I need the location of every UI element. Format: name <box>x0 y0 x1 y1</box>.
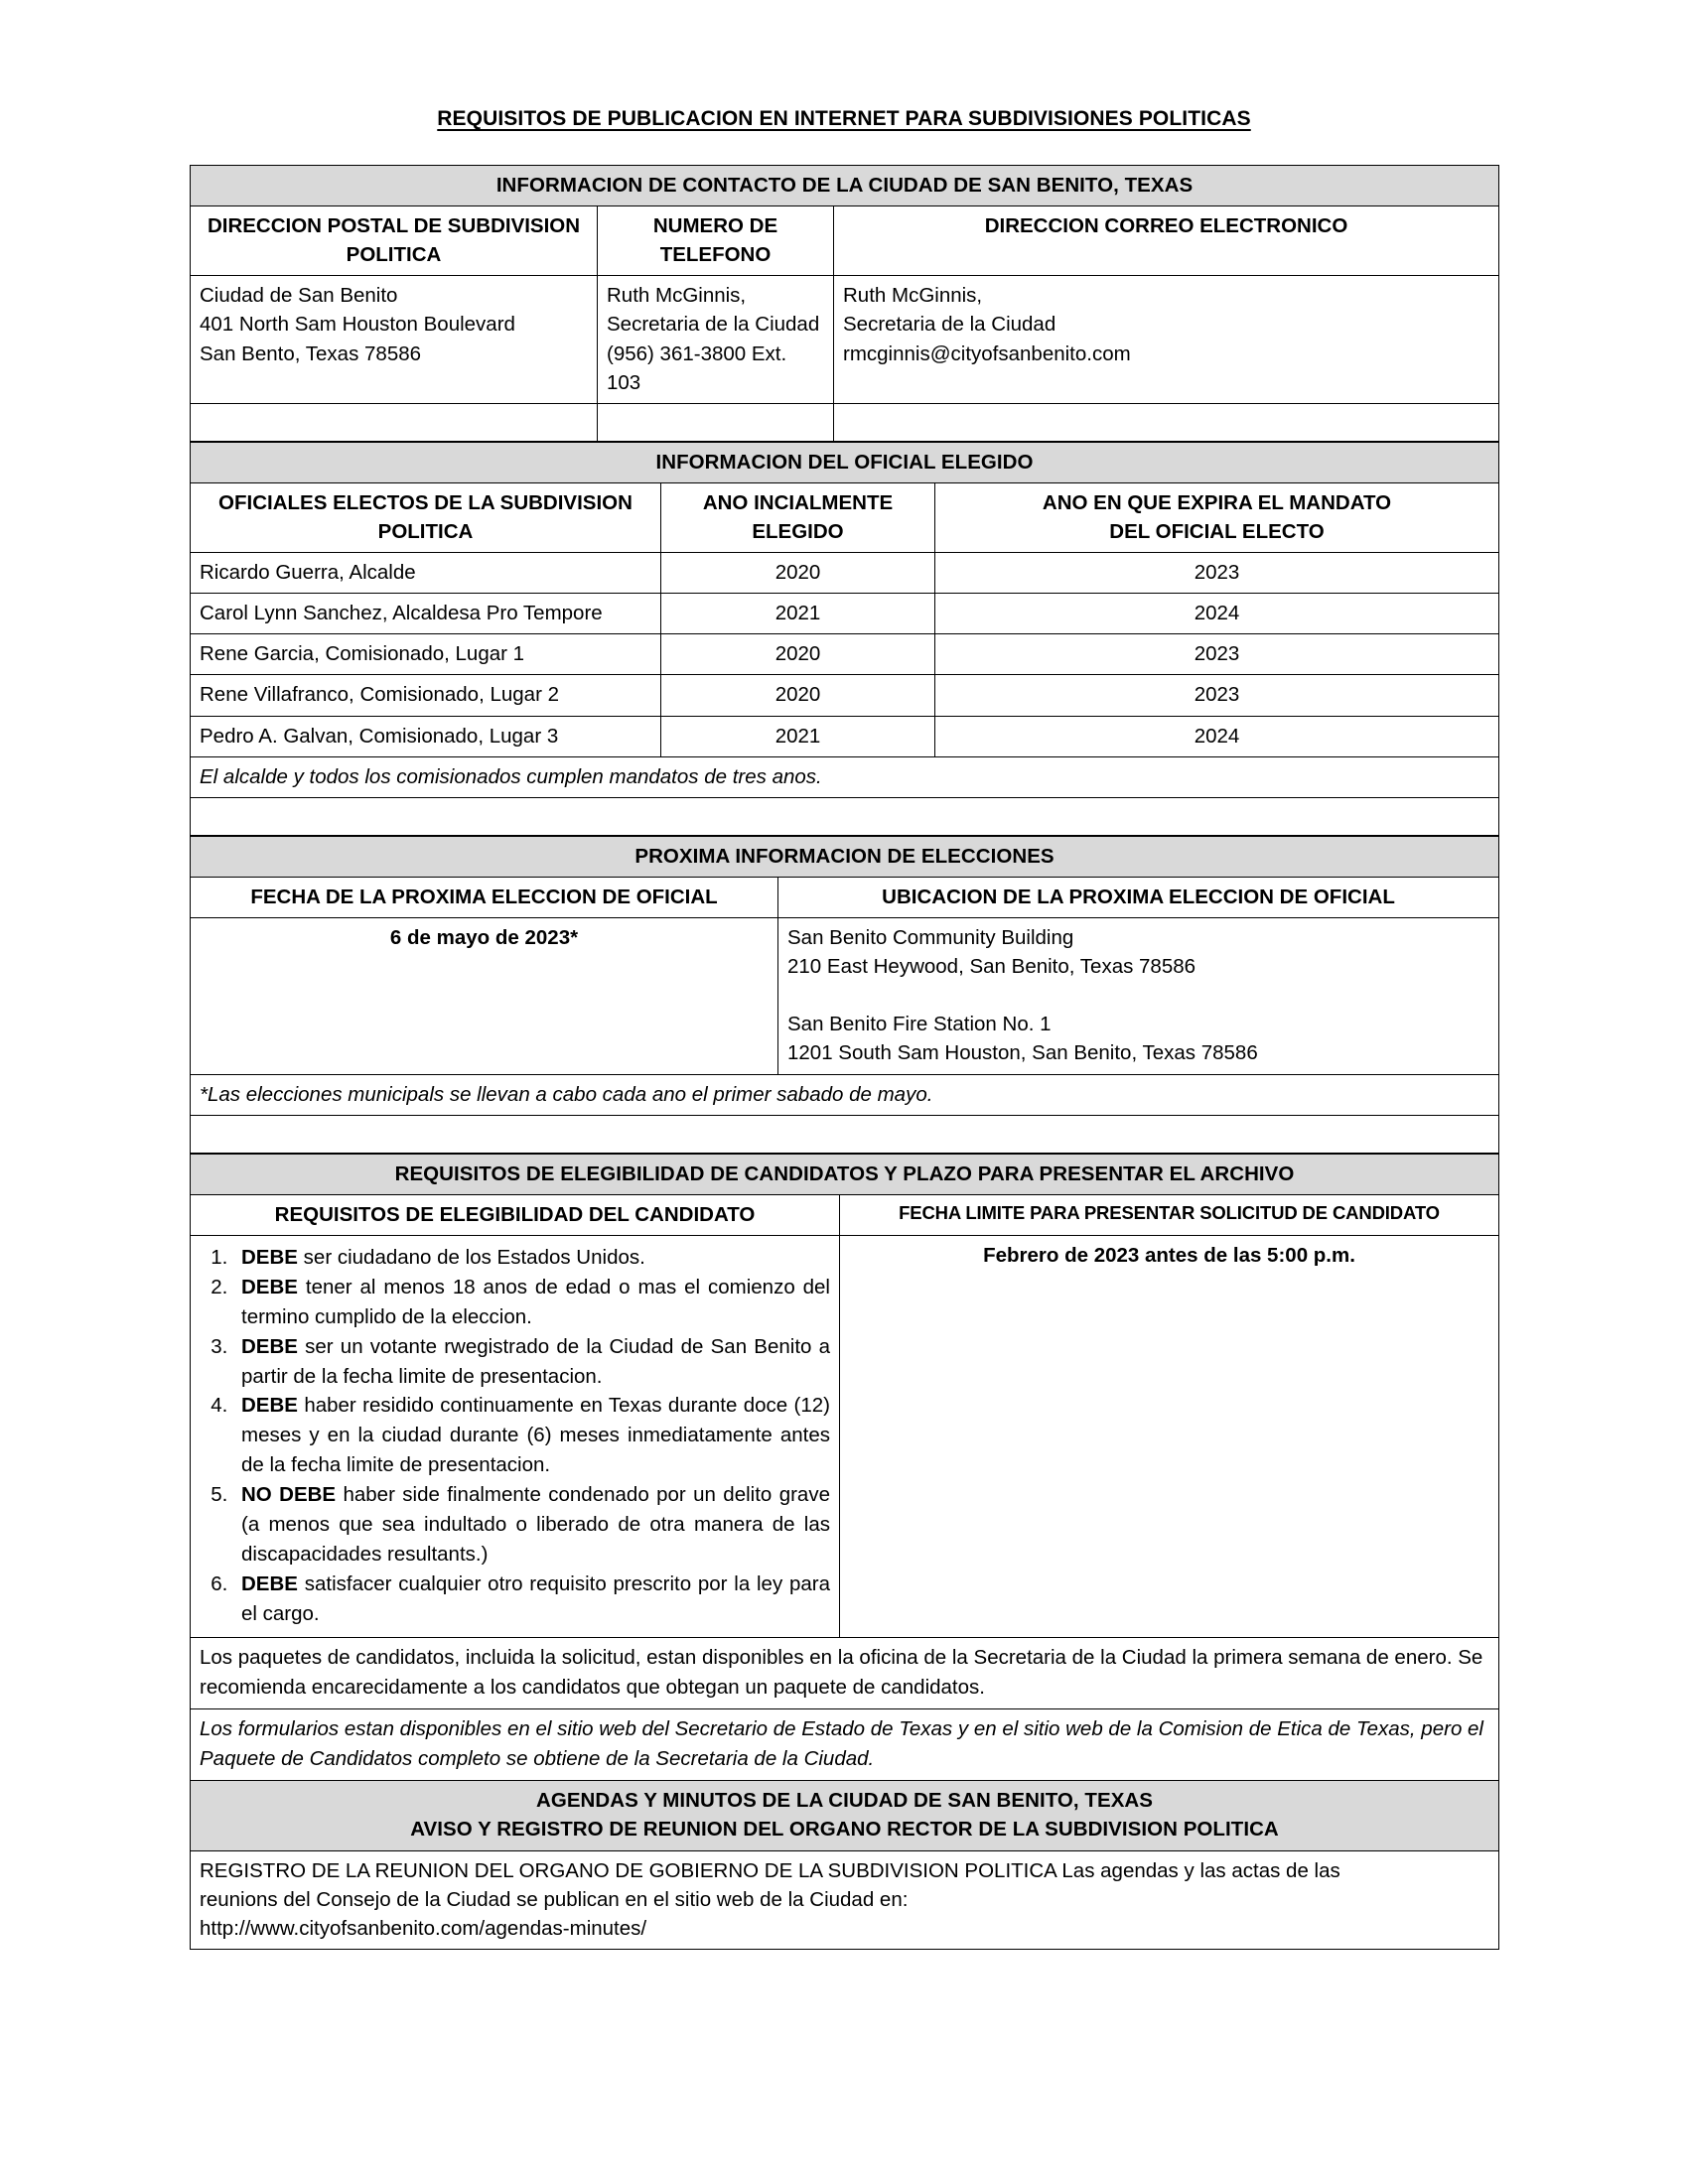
official-name: Carol Lynn Sanchez, Alcaldesa Pro Tempore <box>191 594 661 634</box>
officials-banner-row <box>191 442 1499 482</box>
officials-table-wrapper <box>190 442 1498 836</box>
elections-banner: PROXIMA INFORMACION DE ELECCIONES <box>191 836 1499 877</box>
eligibility-banner-row <box>191 1154 1499 1194</box>
officials-header-name-line2: POLITICA <box>377 519 474 543</box>
table-row <box>191 594 1499 634</box>
eligibility-packet-row <box>191 1637 1499 1708</box>
requirement-text: tener al menos 18 anos de edad o mas el comienzo del termino cumplido de la eleccion. <box>241 1275 830 1328</box>
list-item <box>233 1243 830 1273</box>
contact-phone-line-2: Secretaria de la Ciudad <box>607 313 820 337</box>
elections-header-row <box>191 877 1499 917</box>
officials-header-elected-line1: ANO INCIALMENTE <box>702 490 894 514</box>
elections-spacer-cell <box>191 1115 1499 1153</box>
officials-banner: INFORMACION DEL OFICIAL ELEGIDO <box>191 442 1499 482</box>
contact-body-row <box>191 276 1499 403</box>
elections-header-date: FECHA DE LA PROXIMA ELECCION DE OFICIAL <box>191 877 778 917</box>
agendas-body-row <box>191 1850 1499 1949</box>
officials-header-expires-line2: DEL OFICIAL ELECTO <box>1109 519 1325 543</box>
agendas-banner-line-1: AGENDAS Y MINUTOS DE LA CIUDAD DE SAN BENITO, TEXAS <box>535 1788 1154 1812</box>
list-item <box>233 1480 830 1570</box>
requirement-text: haber side finalmente condenado por un delito grave (a menos que sea indultado o liberado de otra manera de las discapacidades resultants.) <box>241 1483 830 1567</box>
table-row <box>191 716 1499 756</box>
contact-information-table <box>190 165 1499 442</box>
elections-table <box>190 836 1499 1154</box>
eligibility-forms-cell <box>191 1708 1499 1780</box>
official-year-expires: 2023 <box>935 634 1499 675</box>
agendas-url-link[interactable]: http://www.cityofsanbenito.com/agendas-minutes/ <box>200 1917 647 1941</box>
contact-email-line-2: Secretaria de la Ciudad <box>843 313 1056 337</box>
officials-header-elected <box>661 482 935 552</box>
requirement-lead: DEBE <box>241 1245 298 1269</box>
official-year-elected: 2021 <box>661 594 935 634</box>
elections-note-row <box>191 1074 1499 1115</box>
official-name: Rene Garcia, Comisionado, Lugar 1 <box>191 634 661 675</box>
officials-header-expires <box>935 482 1499 552</box>
contact-header-address: DIRECCION POSTAL DE SUBDIVISION POLITICA <box>191 206 598 276</box>
requirement-lead: DEBE <box>241 1571 298 1595</box>
official-year-elected: 2021 <box>661 716 935 756</box>
contact-spacer-cell-1 <box>191 403 598 441</box>
list-item <box>233 1570 830 1629</box>
officials-spacer-cell <box>191 797 1499 835</box>
official-year-elected: 2020 <box>661 675 935 716</box>
table-row <box>191 675 1499 716</box>
contact-email-cell <box>834 276 1499 403</box>
eligibility-header-row <box>191 1194 1499 1235</box>
agendas-body-cell <box>191 1850 1499 1949</box>
contact-spacer-cell-2 <box>598 403 834 441</box>
contact-header-row <box>191 206 1499 276</box>
eligibility-forms-paragraph: Los formularios estan disponibles en el sitio web del Secretario de Estado de Texas y en el sitio web de la Comision de Etica de Texas, pero el Paquete de Candidatos completo se obtiene de la Secretaria de la Ciudad. <box>200 1716 1483 1770</box>
elections-body-row <box>191 917 1499 1074</box>
agendas-banner-row <box>191 1780 1499 1850</box>
official-year-elected: 2020 <box>661 553 935 594</box>
contact-address-line-3: San Bento, Texas 78586 <box>200 341 422 365</box>
eligibility-packet-cell <box>191 1637 1499 1708</box>
contact-spacer-cell-3 <box>834 403 1499 441</box>
contact-phone-line-1: Ruth McGinnis, <box>607 284 747 308</box>
requirement-text: satisfacer cualquier otro requisito prescrito por la ley para el cargo. <box>241 1571 830 1625</box>
officials-header-elected-line2: ELEGIDO <box>752 519 844 543</box>
eligibility-body-row <box>191 1235 1499 1637</box>
list-item <box>233 1332 830 1392</box>
officials-table <box>190 442 1499 836</box>
eligibility-table <box>190 1154 1499 1951</box>
eligibility-deadline-value: Febrero de 2023 antes de las 5:00 p.m. <box>840 1235 1499 1637</box>
elections-location-line-4: San Benito Fire Station No. 1 <box>787 1013 1052 1036</box>
requirement-lead: NO DEBE <box>241 1483 337 1507</box>
official-year-expires: 2024 <box>935 594 1499 634</box>
page-title: REQUISITOS DE PUBLICACION EN INTERNET PARA SUBDIVISIONES POLITICAS <box>437 107 1251 130</box>
requirement-lead: DEBE <box>241 1275 298 1298</box>
elections-location-blank <box>787 981 1489 1010</box>
eligibility-banner: REQUISITOS DE ELEGIBILIDAD DE CANDIDATOS Y PLAZO PARA PRESENTAR EL ARCHIVO <box>191 1154 1499 1194</box>
official-year-elected: 2020 <box>661 634 935 675</box>
contact-address-cell <box>191 276 598 403</box>
elections-table-wrapper <box>190 836 1498 1154</box>
official-year-expires: 2023 <box>935 553 1499 594</box>
eligibility-forms-row <box>191 1708 1499 1780</box>
official-year-expires: 2024 <box>935 716 1499 756</box>
officials-header-name-line1: OFICIALES ELECTOS DE LA SUBDIVISION <box>218 490 633 514</box>
agendas-banner <box>191 1780 1499 1850</box>
officials-note-row <box>191 756 1499 797</box>
elections-spacer-row <box>191 1115 1499 1153</box>
contact-banner: INFORMACION DE CONTACTO DE LA CIUDAD DE SAN BENITO, TEXAS <box>191 166 1499 206</box>
contact-banner-row <box>191 166 1499 206</box>
elections-note: *Las elecciones municipals se llevan a cabo cada ano el primer sabado de mayo. <box>191 1074 1499 1115</box>
contact-phone-line-3: (956) 361-3800 Ext. 103 <box>607 341 787 394</box>
elections-location-cell <box>778 917 1499 1074</box>
officials-term-note: El alcalde y todos los comisionados cumplen mandatos de tres anos. <box>191 756 1499 797</box>
official-name: Rene Villafranco, Comisionado, Lugar 2 <box>191 675 661 716</box>
requirement-text: haber residido continuamente en Texas durante doce (12) meses y en la ciudad durante (6) meses inmediatamente antes de la fecha limite de presentacion. <box>241 1394 830 1477</box>
elections-banner-row <box>191 836 1499 877</box>
official-name: Ricardo Guerra, Alcalde <box>191 553 661 594</box>
elections-location-line-1: San Benito Community Building <box>787 925 1074 949</box>
requirement-lead: DEBE <box>241 1334 298 1358</box>
elections-date-value: 6 de mayo de 2023* <box>191 917 778 1074</box>
officials-header-row <box>191 482 1499 552</box>
eligibility-header-requirements: REQUISITOS DE ELEGIBILIDAD DEL CANDIDATO <box>191 1194 840 1235</box>
officials-spacer-row <box>191 797 1499 835</box>
eligibility-requirements-list <box>200 1243 830 1629</box>
contact-header-email: DIRECCION CORREO ELECTRONICO <box>834 206 1499 276</box>
contact-information-table-wrapper <box>190 165 1498 442</box>
table-row <box>191 553 1499 594</box>
agendas-body-line-2: reunions del Consejo de la Ciudad se publican en el sitio web de la Ciudad en: <box>200 1888 909 1912</box>
requirement-text: ser un votante rwegistrado de la Ciudad de San Benito a partir de la fecha limite de presentacion. <box>241 1334 830 1388</box>
contact-email-address[interactable]: rmcginnis@cityofsanbenito.com <box>843 341 1131 365</box>
officials-header-name <box>191 482 661 552</box>
table-row <box>191 634 1499 675</box>
agendas-body-line-1: REGISTRO DE LA REUNION DEL ORGANO DE GOBIERNO DE LA SUBDIVISION POLITICA Las agendas y las actas de las <box>200 1858 1340 1882</box>
contact-spacer-row <box>191 403 1499 441</box>
list-item <box>233 1273 830 1332</box>
contact-address-line-2: 401 North Sam Houston Boulevard <box>200 313 515 337</box>
contact-phone-cell <box>598 276 834 403</box>
eligibility-requirements-cell <box>191 1235 840 1637</box>
contact-address-line-1: Ciudad de San Benito <box>200 284 398 308</box>
officials-header-expires-line1: ANO EN QUE EXPIRA EL MANDATO <box>1042 490 1392 514</box>
requirement-lead: DEBE <box>241 1394 298 1418</box>
elections-header-location: UBICACION DE LA PROXIMA ELECCION DE OFICIAL <box>778 877 1499 917</box>
eligibility-table-wrapper <box>190 1154 1498 1951</box>
list-item <box>233 1391 830 1480</box>
contact-email-line-1: Ruth McGinnis, <box>843 284 983 308</box>
requirement-text: ser ciudadano de los Estados Unidos. <box>297 1245 645 1269</box>
official-name: Pedro A. Galvan, Comisionado, Lugar 3 <box>191 716 661 756</box>
eligibility-packet-paragraph: Los paquetes de candidatos, incluida la solicitud, estan disponibles en la oficina de la Secretaria de la Ciudad la primera semana de enero. Se recomienda encarecidamente a los candidatos que obtegan un paquete de candidatos. <box>200 1645 1483 1699</box>
elections-location-line-5: 1201 South Sam Houston, San Benito, Texas 78586 <box>787 1041 1258 1065</box>
eligibility-header-deadline: FECHA LIMITE PARA PRESENTAR SOLICITUD DE CANDIDATO <box>840 1194 1499 1235</box>
contact-header-phone: NUMERO DE TELEFONO <box>598 206 834 276</box>
agendas-banner-line-2: AVISO Y REGISTRO DE REUNION DEL ORGANO RECTOR DE LA SUBDIVISION POLITICA <box>410 1818 1279 1842</box>
official-year-expires: 2023 <box>935 675 1499 716</box>
elections-location-line-2: 210 East Heywood, San Benito, Texas 78586 <box>787 955 1196 979</box>
